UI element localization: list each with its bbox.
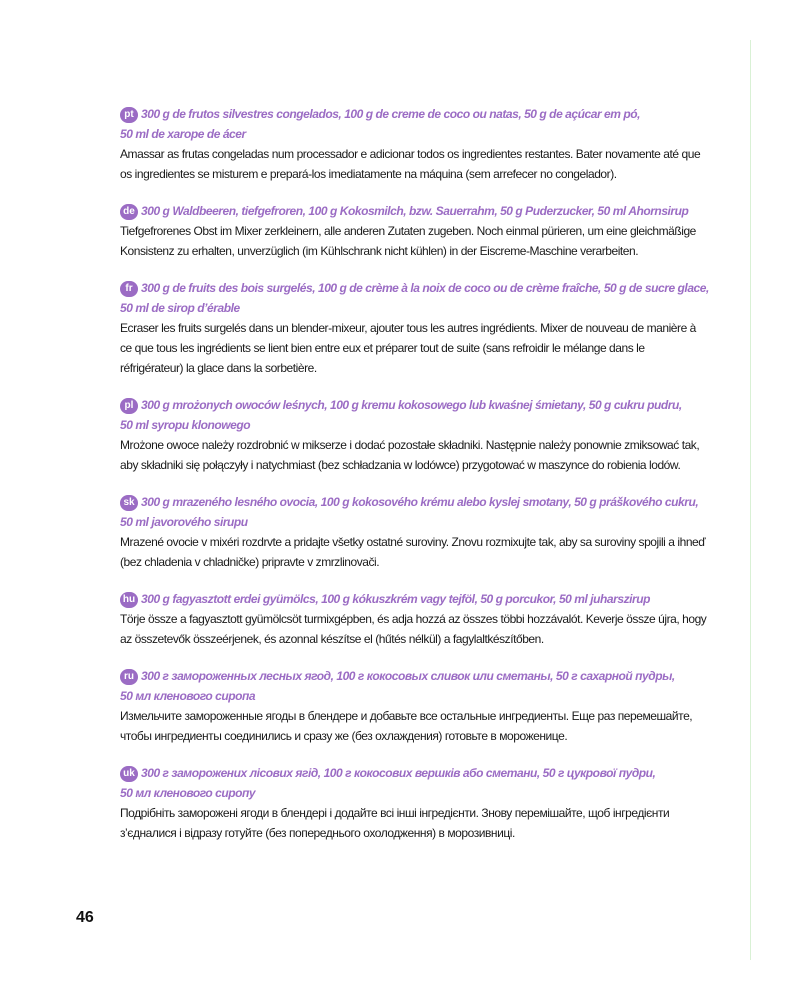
instructions-de: Tiefgefrorenes Obst im Mixer zerkleinern, alle anderen Zutaten zugeben. Noch einmal pürieren, um eine gleichmäßige Konsistenz zu erhalten, unverzüglich (im Kühlschrank nicht kühlen) in der Eiscreme-Maschine verarbeiten. [120,224,696,258]
ingredients-pt [120,104,710,144]
page-number: 46 [76,909,94,926]
ingredients-line1: 300 g mrożonych owoców leśnych, 100 g kremu kokosowego lub kwaśnej śmietany, 50 g cukru pudru, [141,398,682,412]
section-pt [120,104,710,184]
ingredients-line2: 50 ml javorového sirupu [120,515,248,529]
ingredients-line1: 300 г заморожених лісових ягід, 100 г кокосових вершків або сметани, 50 г цукрової пудри, [141,766,656,780]
section-ru [120,666,710,746]
language-badge-uk: uk [120,766,138,782]
page-edge-line [750,40,751,960]
instructions-pl: Mrożone owoce należy rozdrobnić w mikserze i dodać pozostałe składniki. Następnie należy ponownie zmiksować tak, aby składniki się połączyły i natychmiast (bez schładzania w lodówce) przygotować w maszynce do robienia lodów. [120,438,700,472]
ingredients-pl [120,395,710,435]
ingredients-fr [120,278,710,318]
ingredients-ru [120,666,710,706]
ingredients-line1: 300 г замороженных лесных ягод, 100 г кокосовых сливок или сметаны, 50 г сахарной пудры, [141,669,675,683]
instructions-fr: Ecraser les fruits surgelés dans un blender-mixeur, ajouter tous les autres ingrédients. Mixer de nouveau de manière à ce que tous les ingrédients se lient bien entre eux et préparer tout de suite (sans refroidir le mélange dans le réfrigérateur) la glace dans la sorbetière. [120,321,696,375]
ingredients-line1: 300 g de fruits des bois surgelés, 100 g de crème à la noix de coco ou de crème fraîche, 50 g de sucre glace, [141,281,709,295]
section-de [120,201,710,261]
ingredients-line1: 300 g fagyasztott erdei gyümölcs, 100 g kókuszkrém vagy tejföl, 50 g porcukor, 50 ml juharszirup [141,592,650,606]
ingredients-line2: 50 мл кленового сиропу [120,786,256,800]
ingredients-de [120,201,710,221]
instructions-uk: Подрібніть заморожені ягоди в блендері і додайте всі інші інгредієнти. Знову перемішайте, щоб інгредієнти з’єдналися і відразу готуйте (без попереднього охолодження) в морозивниці. [120,806,670,840]
language-badge-ru: ru [120,669,138,685]
section-pl [120,395,710,475]
language-badge-pl: pl [120,398,138,414]
language-badge-de: de [120,204,138,220]
instructions-ru: Измельчите замороженные ягоды в блендере и добавьте все остальные ингредиенты. Еще раз перемешайте, чтобы ингредиенты соединились и сразу же (без охлаждения) готовьте в мороженице. [120,709,693,743]
instructions-pt: Amassar as frutas congeladas num processador e adicionar todos os ingredientes restantes. Bater novamente até que os ingredientes se misturem e prepará-los imediatamente na máquina (sem arrefecer no congelador). [120,147,701,181]
language-badge-hu: hu [120,592,138,608]
ingredients-sk [120,492,710,532]
recipe-translations [120,104,710,860]
instructions-sk: Mrazené ovocie v mixéri rozdrvte a pridajte všetky ostatné suroviny. Znovu rozmixujte tak, aby sa suroviny spojili a ihneď (bez chladenia v chladničke) pripravte v zmrzlinovači. [120,535,706,569]
ingredients-hu [120,589,710,609]
ingredients-line2: 50 ml syropu klonowego [120,418,251,432]
ingredients-line2: 50 мл кленового сиропа [120,689,256,703]
ingredients-line1: 300 g Waldbeeren, tiefgefroren, 100 g Kokosmilch, bzw. Sauerrahm, 50 g Puderzucker, 50 ml Ahornsirup [141,204,689,218]
section-fr [120,278,710,378]
language-badge-fr: fr [120,281,138,297]
ingredients-line1: 300 g mrazeného lesného ovocia, 100 g kokosového krému alebo kyslej smotany, 50 g práškového cukru, [141,495,699,509]
ingredients-uk [120,763,710,803]
section-sk [120,492,710,572]
section-uk [120,763,710,843]
instructions-hu: Törje össze a fagyasztott gyümölcsöt turmixgépben, és adja hozzá az összes többi hozzávalót. Keverje össze újra, hogy az összetevők összeérjenek, és azonnal készítse el (hűtés nélkül) a fagylaltkészítőben. [120,612,707,646]
ingredients-line1: 300 g de frutos silvestres congelados, 100 g de creme de coco ou natas, 50 g de açúcar em pó, [141,107,641,121]
ingredients-line2: 50 ml de xarope de ácer [120,127,246,141]
section-hu [120,589,710,649]
language-badge-pt: pt [120,107,138,123]
ingredients-line2: 50 ml de sirop d’érable [120,301,240,315]
language-badge-sk: sk [120,495,138,511]
